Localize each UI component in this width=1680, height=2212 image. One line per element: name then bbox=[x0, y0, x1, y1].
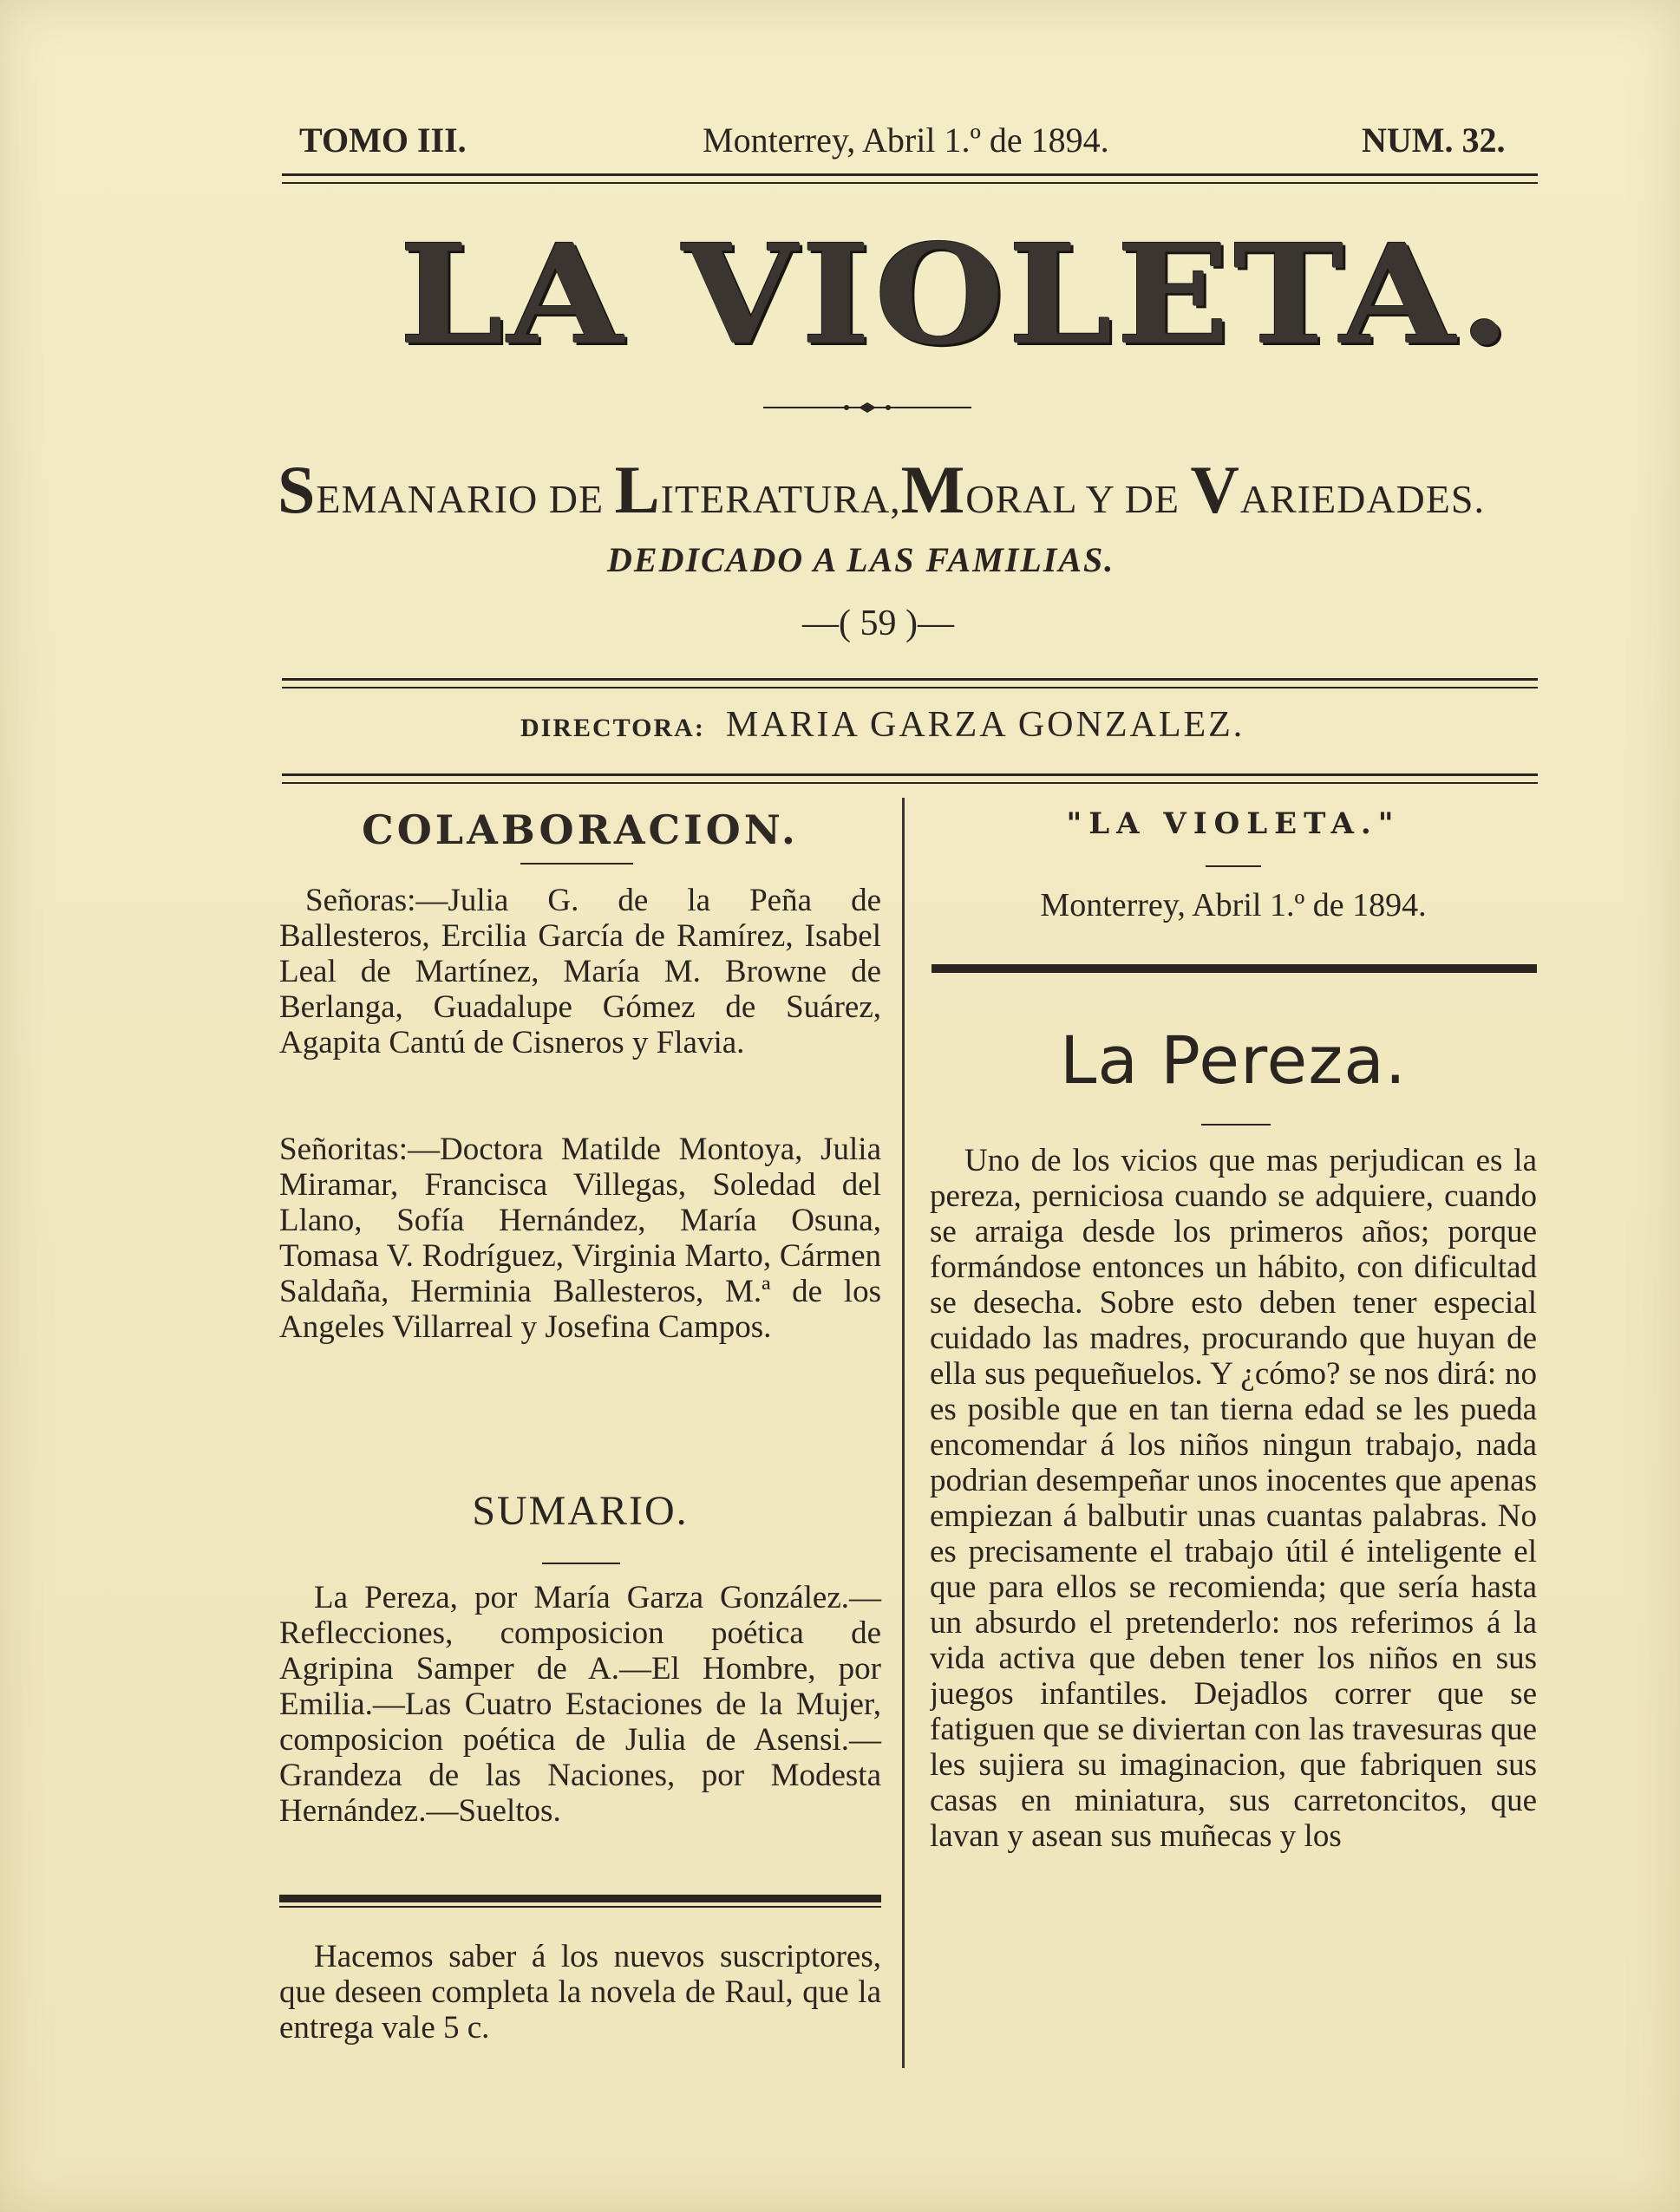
subtitle-cap-3: M bbox=[900, 452, 966, 527]
sumario-paragraph: La Pereza, por María Garza González.—Reflecciones, composicion poética de Agripina Samper de A.—El Hombre, por Emilia.—Las Cuatro Estaciones de la Mujer, composicion poética de Julia de Asensi.—Grandeza de las Naciones, por Modesta Hernández.—Sueltos. bbox=[279, 1580, 881, 1829]
directora-line bbox=[520, 704, 1245, 746]
subtitle-text-3: ORAL Y DE bbox=[965, 477, 1191, 521]
masthead-rule bbox=[282, 678, 1538, 688]
sumario-bottom-rule bbox=[279, 1906, 881, 1908]
notice-paragraph: Hacemos saber á los nuevos suscriptores, que deseen completa la novela de Raul, que la entrega vale 5 c. bbox=[279, 1939, 881, 2046]
senoritas-paragraph: Señoritas:—Doctora Matilde Montoya, Julia Miramar, Francisca Villegas, Soledad del Llano, Sofía Hernández, María Osuna, Tomasa V. Rodríguez, Virginia Marto, Cármen Saldaña, Herminia Ballesteros, M.ª de los Angeles Villarreal y Josefina Campos. bbox=[279, 1132, 881, 1345]
header-date: Monterrey, Abril 1.º de 1894. bbox=[703, 121, 1109, 160]
colaboracion-heading: COLABORACION. bbox=[362, 806, 799, 853]
volume-label: TOMO III. bbox=[299, 121, 467, 160]
paper-name-underline bbox=[1206, 865, 1261, 867]
paper-name-heading: "LA VIOLETA." bbox=[1066, 806, 1401, 841]
subtitle-cap-1: S bbox=[278, 452, 317, 527]
sumario-heading: SUMARIO. bbox=[472, 1488, 689, 1534]
subtitle-cap-2: L bbox=[614, 452, 661, 527]
subtitle-cap-4: V bbox=[1190, 452, 1240, 527]
directora-name: MARIA GARZA GONZALEZ. bbox=[725, 705, 1245, 745]
issue-number: —( 59 )— bbox=[802, 604, 954, 643]
masthead-subtitle bbox=[278, 451, 1544, 529]
issue-num-label: NUM. 32. bbox=[1362, 121, 1506, 160]
sumario-bottom-bar bbox=[279, 1895, 881, 1902]
subtitle-text-2: ITERATURA, bbox=[660, 477, 901, 521]
subtitle-text-4: ARIEDADES. bbox=[1239, 477, 1485, 521]
column-divider bbox=[902, 798, 905, 2068]
article-title: La Pereza. bbox=[1060, 1021, 1407, 1099]
masthead-title: LA VIOLETA. bbox=[399, 213, 1514, 375]
article-title-underline bbox=[1201, 1124, 1271, 1126]
dedication-line: DEDICADO A LAS FAMILIAS. bbox=[607, 540, 1115, 579]
columns-top-rule bbox=[282, 773, 1538, 784]
header-rule bbox=[282, 173, 1538, 184]
masthead-flourish bbox=[763, 401, 971, 414]
article-body: Uno de los vicios que mas perjudican es la pereza, perniciosa cuando se adquiere, cuando se arraiga desde los primeros años; porque formándose entonces un hábito, con dificultad se desecha. Sobre esto deben tener especial cuidado las madres, procurando que huyan de ella sus pequeñuelos. Y ¿cómo? se nos dirá: no es posible que en tan tierna edad se les pueda encomendar á los niños ningun trabajo, nada podrian desempeñar unos inocentes que apenas empiezan á balbutir unas cuantas palabras. No es precisamente el trabajo útil é inteligente el que para ellos se recomienda; que sería hasta un absurdo el pretenderlo: nos referimos á la vida activa que deben tener los niños en sus juegos infantiles. Dejadlos correr que se fatiguen que se diviertan con las travesuras que les sujiera su imaginacion, que fabriquen sus casas en miniatura, sus carretoncitos, que lavan y asean sus muñecas y los bbox=[930, 1143, 1537, 1854]
editorial-bar bbox=[932, 964, 1537, 973]
subtitle-text-1: EMANARIO DE bbox=[316, 477, 615, 521]
sumario-underline bbox=[542, 1563, 620, 1564]
senoras-paragraph: Señoras:—Julia G. de la Peña de Ballesteros, Ercilia García de Ramírez, Isabel Leal de Martínez, María M. Browne de Berlanga, Guadalupe Gómez de Suárez, Agapita Cantú de Cisneros y Flavia. bbox=[279, 883, 881, 1060]
editorial-date: Monterrey, Abril 1.º de 1894. bbox=[1040, 887, 1427, 923]
colaboracion-underline bbox=[520, 863, 633, 865]
directora-label: DIRECTORA: bbox=[520, 714, 705, 742]
